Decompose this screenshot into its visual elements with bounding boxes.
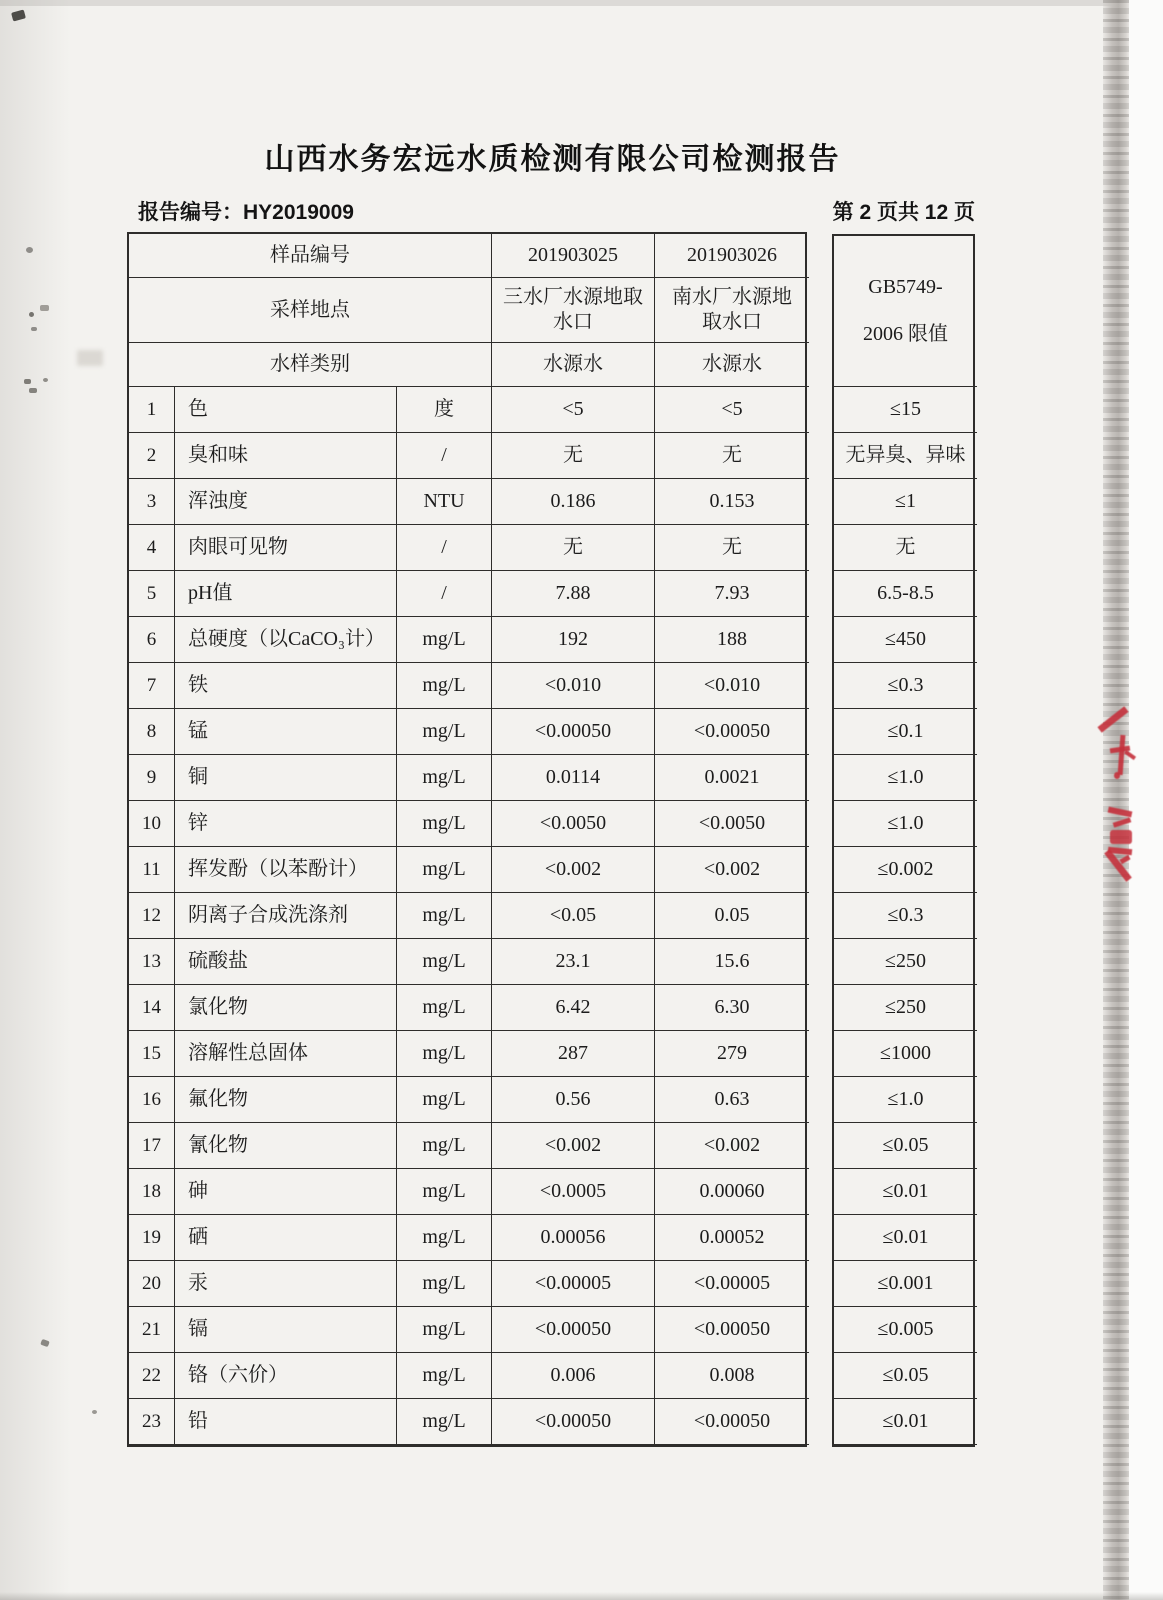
row-number-cell: 11 xyxy=(129,847,175,893)
limit-value-cell: ≤0.05 xyxy=(834,1123,977,1169)
meta-row xyxy=(138,196,975,226)
parameter-name-cell: 总硬度（以CaCO₃计） xyxy=(175,617,397,663)
scan-speck xyxy=(31,327,37,331)
parameter-name-cell: 砷 xyxy=(175,1169,397,1215)
parameter-name-cell: 氯化物 xyxy=(175,985,397,1031)
parameter-name-cell: 浑浊度 xyxy=(175,479,397,525)
sample2-site-cell: 南水厂水源地取水口 xyxy=(655,278,809,343)
row-number-cell: 6 xyxy=(129,617,175,663)
parameter-name-cell: 肉眼可见物 xyxy=(175,525,397,571)
sample2-value-cell: 无 xyxy=(655,525,809,571)
unit-cell: mg/L xyxy=(397,1261,492,1307)
scan-speck xyxy=(40,1339,50,1347)
unit-cell: mg/L xyxy=(397,847,492,893)
sample2-value-cell: 0.008 xyxy=(655,1353,809,1399)
unit-cell: mg/L xyxy=(397,1077,492,1123)
limit-value-cell: ≤15 xyxy=(834,387,977,433)
sample1-no-cell: 201903025 xyxy=(492,234,655,278)
limit-value-cell: ≤0.01 xyxy=(834,1399,977,1445)
scan-shadow-top xyxy=(0,0,1163,6)
sample1-value-cell: 0.186 xyxy=(492,479,655,525)
scan-speck xyxy=(29,388,37,393)
row-number-cell: 2 xyxy=(129,433,175,479)
sample2-value-cell: <0.002 xyxy=(655,1123,809,1169)
sample1-value-cell: 23.1 xyxy=(492,939,655,985)
parameter-name-cell: 锰 xyxy=(175,709,397,755)
limit-value-cell: ≤0.01 xyxy=(834,1169,977,1215)
sample2-value-cell: 0.0021 xyxy=(655,755,809,801)
limit-value-cell: ≤1.0 xyxy=(834,1077,977,1123)
sample1-value-cell: <0.00005 xyxy=(492,1261,655,1307)
limit-value-cell: ≤1 xyxy=(834,479,977,525)
unit-cell: mg/L xyxy=(397,1031,492,1077)
row-number-cell: 5 xyxy=(129,571,175,617)
unit-cell: mg/L xyxy=(397,1215,492,1261)
sample1-type-cell: 水源水 xyxy=(492,343,655,387)
row-number-cell: 22 xyxy=(129,1353,175,1399)
row-number-cell: 15 xyxy=(129,1031,175,1077)
unit-cell: / xyxy=(397,525,492,571)
sample2-value-cell: <0.002 xyxy=(655,847,809,893)
limit-value-cell: 无异臭、异味 xyxy=(834,433,977,479)
sample1-value-cell: <0.002 xyxy=(492,1123,655,1169)
sample2-value-cell: 6.30 xyxy=(655,985,809,1031)
sample-type-label-cell: 水样类别 xyxy=(129,343,492,387)
parameter-name-cell: 铜 xyxy=(175,755,397,801)
scan-shadow-bottom xyxy=(0,1592,1163,1600)
parameter-name-cell: 铅 xyxy=(175,1399,397,1445)
row-number-cell: 20 xyxy=(129,1261,175,1307)
parameter-name-cell: 臭和味 xyxy=(175,433,397,479)
limit-header-line2: 2006 限值 xyxy=(863,323,948,345)
sample1-value-cell: 0.006 xyxy=(492,1353,655,1399)
sample1-value-cell: <0.05 xyxy=(492,893,655,939)
page-title: 山西水务宏远水质检测有限公司检测报告 xyxy=(264,143,841,176)
sample1-value-cell: <0.00050 xyxy=(492,1399,655,1445)
parameter-name-cell: 色 xyxy=(175,387,397,433)
row-number-cell: 17 xyxy=(129,1123,175,1169)
row-number-cell: 1 xyxy=(129,387,175,433)
sample2-no-cell: 201903026 xyxy=(655,234,809,278)
scan-speck xyxy=(40,305,49,311)
limit-value-cell: ≤250 xyxy=(834,939,977,985)
limit-value-cell: ≤0.01 xyxy=(834,1215,977,1261)
parameter-name-cell: 氟化物 xyxy=(175,1077,397,1123)
row-number-cell: 18 xyxy=(129,1169,175,1215)
parameter-name-cell: 汞 xyxy=(175,1261,397,1307)
unit-cell: mg/L xyxy=(397,939,492,985)
limit-value-cell: ≤450 xyxy=(834,617,977,663)
parameter-name-cell: 铁 xyxy=(175,663,397,709)
sample1-value-cell: 无 xyxy=(492,525,655,571)
unit-cell: NTU xyxy=(397,479,492,525)
limit-value-cell: ≤0.3 xyxy=(834,663,977,709)
limit-value-cell: ≤0.05 xyxy=(834,1353,977,1399)
sample1-value-cell: <0.010 xyxy=(492,663,655,709)
sample1-value-cell: 无 xyxy=(492,433,655,479)
parameter-name-cell: 阴离子合成洗涤剂 xyxy=(175,893,397,939)
row-number-cell: 14 xyxy=(129,985,175,1031)
sample1-value-cell: 287 xyxy=(492,1031,655,1077)
unit-cell: mg/L xyxy=(397,985,492,1031)
unit-cell: 度 xyxy=(397,387,492,433)
sample2-value-cell: 0.63 xyxy=(655,1077,809,1123)
report-number-label: 报告编号： xyxy=(138,201,243,224)
scan-speck xyxy=(92,1410,97,1414)
row-number-cell: 19 xyxy=(129,1215,175,1261)
sample2-value-cell: <0.00050 xyxy=(655,1399,809,1445)
page-edge-shadow xyxy=(1103,0,1129,1600)
sample1-value-cell: <5 xyxy=(492,387,655,433)
scan-speck xyxy=(43,378,48,382)
sample2-value-cell: 0.00060 xyxy=(655,1169,809,1215)
red-stamp-fragment xyxy=(1114,772,1120,779)
sample1-value-cell: <0.002 xyxy=(492,847,655,893)
parameter-name-cell: 锌 xyxy=(175,801,397,847)
scan-shadow-left xyxy=(0,0,70,1600)
red-stamp-fragment xyxy=(1110,830,1132,844)
unit-cell: mg/L xyxy=(397,663,492,709)
limit-value-cell: ≤0.3 xyxy=(834,893,977,939)
row-number-cell: 10 xyxy=(129,801,175,847)
sampling-site-label-cell: 采样地点 xyxy=(129,278,492,343)
scan-speck xyxy=(24,379,31,384)
parameter-name-cell: 氰化物 xyxy=(175,1123,397,1169)
limit-value-cell: 无 xyxy=(834,525,977,571)
unit-cell: mg/L xyxy=(397,1399,492,1445)
row-number-cell: 23 xyxy=(129,1399,175,1445)
unit-cell: mg/L xyxy=(397,1123,492,1169)
limit-value-cell: 6.5-8.5 xyxy=(834,571,977,617)
sample2-value-cell: <0.0050 xyxy=(655,801,809,847)
unit-cell: mg/L xyxy=(397,801,492,847)
sample-no-label-cell: 样品编号 xyxy=(129,234,492,278)
sample1-value-cell: <0.00050 xyxy=(492,1307,655,1353)
sample2-value-cell: <0.00050 xyxy=(655,1307,809,1353)
sample2-value-cell: 15.6 xyxy=(655,939,809,985)
limit-value-cell: ≤0.1 xyxy=(834,709,977,755)
sample1-value-cell: 192 xyxy=(492,617,655,663)
limit-value-cell: ≤0.001 xyxy=(834,1261,977,1307)
sample1-site-cell: 三水厂水源地取水口 xyxy=(492,278,655,343)
parameter-name-cell: 溶解性总固体 xyxy=(175,1031,397,1077)
row-number-cell: 8 xyxy=(129,709,175,755)
limit-value-cell: ≤250 xyxy=(834,985,977,1031)
report-number-value: HY2019009 xyxy=(243,201,354,224)
sample2-value-cell: <0.00050 xyxy=(655,709,809,755)
page-indicator: 第 2 页共 12 页 xyxy=(832,201,975,224)
scan-speck xyxy=(26,247,33,253)
limit-value-cell: ≤1.0 xyxy=(834,801,977,847)
row-number-cell: 12 xyxy=(129,893,175,939)
report-number xyxy=(138,196,354,226)
scan-speck xyxy=(29,312,34,317)
parameter-name-cell: 镉 xyxy=(175,1307,397,1353)
sample1-value-cell: 6.42 xyxy=(492,985,655,1031)
sample2-value-cell: 0.05 xyxy=(655,893,809,939)
sample1-value-cell: <0.0050 xyxy=(492,801,655,847)
unit-cell: mg/L xyxy=(397,709,492,755)
limit-value-cell: ≤1000 xyxy=(834,1031,977,1077)
row-number-cell: 16 xyxy=(129,1077,175,1123)
sample1-value-cell: 0.56 xyxy=(492,1077,655,1123)
row-number-cell: 3 xyxy=(129,479,175,525)
sample2-type-cell: 水源水 xyxy=(655,343,809,387)
unit-cell: mg/L xyxy=(397,893,492,939)
unit-cell: mg/L xyxy=(397,1353,492,1399)
limit-column xyxy=(832,234,975,1447)
limit-header-line1: GB5749- xyxy=(868,276,943,298)
sample2-value-cell: 279 xyxy=(655,1031,809,1077)
row-number-cell: 21 xyxy=(129,1307,175,1353)
unit-cell: mg/L xyxy=(397,1307,492,1353)
sample2-value-cell: 0.153 xyxy=(655,479,809,525)
sample1-value-cell: 0.0114 xyxy=(492,755,655,801)
sample2-value-cell: <5 xyxy=(655,387,809,433)
unit-cell: mg/L xyxy=(397,617,492,663)
limit-value-cell: ≤0.002 xyxy=(834,847,977,893)
sample2-value-cell: 188 xyxy=(655,617,809,663)
scan-speck xyxy=(11,9,26,21)
sample2-value-cell: <0.00005 xyxy=(655,1261,809,1307)
sample2-value-cell: <0.010 xyxy=(655,663,809,709)
sample1-value-cell: 7.88 xyxy=(492,571,655,617)
row-number-cell: 9 xyxy=(129,755,175,801)
sample1-value-cell: <0.00050 xyxy=(492,709,655,755)
sample2-value-cell: 0.00052 xyxy=(655,1215,809,1261)
parameter-name-cell: 硫酸盐 xyxy=(175,939,397,985)
parameter-name-cell: 硒 xyxy=(175,1215,397,1261)
sample1-value-cell: 0.00056 xyxy=(492,1215,655,1261)
main-table xyxy=(127,232,807,1447)
parameter-name-cell: pH值 xyxy=(175,571,397,617)
row-number-cell: 13 xyxy=(129,939,175,985)
unit-cell: mg/L xyxy=(397,755,492,801)
limit-value-cell: ≤1.0 xyxy=(834,755,977,801)
unit-cell: / xyxy=(397,433,492,479)
row-number-cell: 4 xyxy=(129,525,175,571)
sample2-value-cell: 无 xyxy=(655,433,809,479)
unit-cell: / xyxy=(397,571,492,617)
sample2-value-cell: 7.93 xyxy=(655,571,809,617)
limit-value-cell: ≤0.005 xyxy=(834,1307,977,1353)
parameter-name-cell: 铬（六价） xyxy=(175,1353,397,1399)
unit-cell: mg/L xyxy=(397,1169,492,1215)
limit-header-cell xyxy=(834,236,977,387)
parameter-name-cell: 挥发酚（以苯酚计） xyxy=(175,847,397,893)
page-edge-margin xyxy=(1129,0,1163,1600)
scan-speck xyxy=(77,350,103,366)
sample1-value-cell: <0.0005 xyxy=(492,1169,655,1215)
row-number-cell: 7 xyxy=(129,663,175,709)
